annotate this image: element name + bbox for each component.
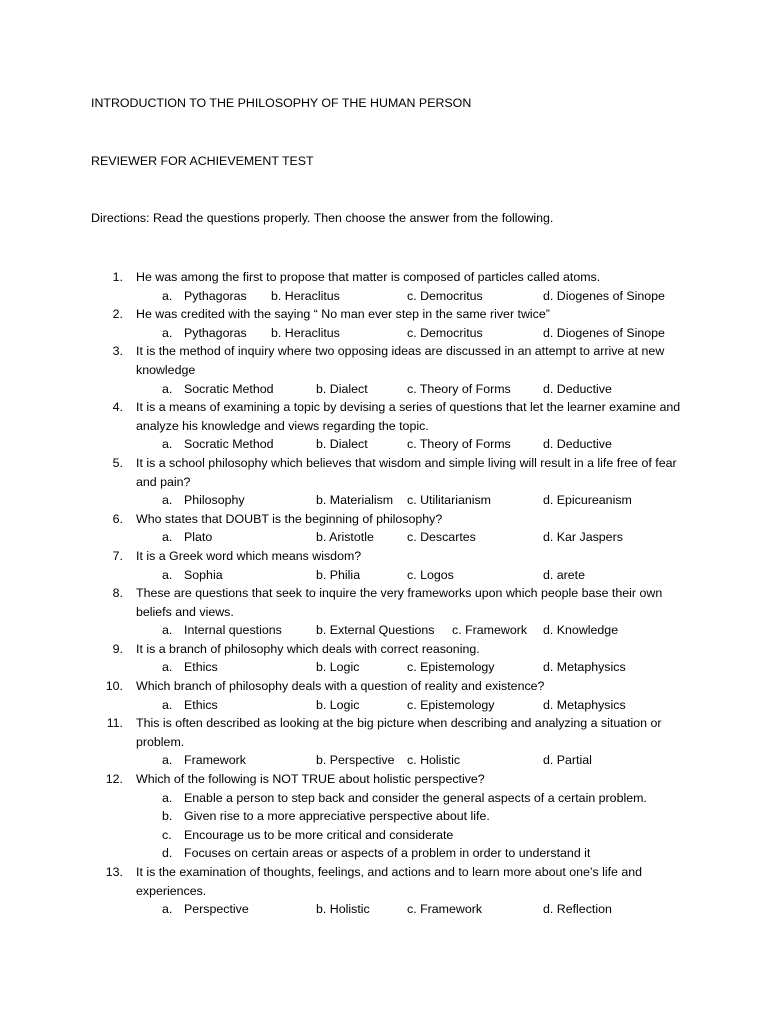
option-text: d. Metaphysics [543, 697, 626, 712]
question-text: He was among the first to propose that matter is composed of particles called atoms. [136, 270, 601, 284]
option-text: c. Theory of Forms [407, 437, 511, 452]
option-letter: a. [162, 623, 173, 638]
option-text: b. Holistic [316, 902, 370, 917]
question-text: It is a Greek word which means wisdom? [136, 548, 362, 563]
option-text: d. Diogenes of Sinope [543, 325, 665, 340]
question-number: 5. [112, 455, 123, 470]
option-text: b. External Questions [316, 623, 435, 638]
question-text-block [0, 863, 681, 900]
option-letter: a. [162, 790, 173, 805]
answer-option [543, 751, 592, 770]
question-item [0, 268, 768, 305]
answer-option [162, 658, 218, 677]
answer-option [162, 751, 246, 770]
option-text: Pythagoras [184, 288, 247, 303]
question-number: 7. [112, 548, 123, 563]
question-text: It is the method of inquiry where two opposing ideas are discussed in an attempt to arrive at new knowledge [136, 344, 665, 377]
question-text-block [0, 640, 681, 659]
option-text: b. Materialism [316, 493, 394, 508]
question-item [0, 714, 768, 770]
question-item [0, 342, 768, 398]
option-text: d. Reflection [543, 902, 612, 917]
question-text-block [0, 454, 681, 491]
option-text: c. Framework [452, 623, 528, 638]
question-number: 13. [105, 865, 123, 879]
answer-option [162, 900, 249, 919]
answer-option [407, 658, 494, 677]
answer-option [162, 287, 247, 306]
option-letter: a. [162, 530, 173, 545]
answer-option [407, 900, 482, 919]
answer-option [543, 696, 626, 715]
answer-option [407, 566, 454, 585]
answer-option [162, 380, 274, 399]
question-item [0, 584, 768, 640]
question-text: He was credited with the saying “ No man ever step in the same river twice” [136, 307, 550, 322]
option-text: Focuses on certain areas or aspects of a problem in order to understand it [184, 846, 591, 861]
question-text-block [0, 677, 681, 696]
answer-options-row [0, 287, 768, 306]
answer-option [316, 658, 359, 677]
question-text-block [0, 268, 681, 287]
answer-option [271, 287, 340, 306]
answer-option-row [0, 844, 768, 863]
answer-option [271, 324, 340, 343]
question-text: It is a means of examining a topic by devising a series of questions that let the learner examine and analyze his knowledge and views regarding the topic. [136, 400, 681, 433]
directions-text: Directions: Read the questions properly. Then choose the answer from the following. [91, 211, 554, 225]
question-item [0, 305, 768, 342]
answer-option-row [0, 826, 768, 845]
option-letter: a. [162, 493, 173, 508]
answer-option-row [0, 789, 768, 808]
answer-option [543, 566, 585, 585]
option-text: d. Metaphysics [543, 660, 626, 675]
question-number: 10. [105, 679, 123, 694]
question-text: Which branch of philosophy deals with a question of reality and existence? [136, 679, 545, 694]
option-text: c. Framework [407, 902, 483, 917]
option-text: d. Knowledge [543, 623, 619, 638]
answer-option [543, 435, 612, 454]
option-text: c. Epistemology [407, 660, 495, 675]
question-number: 11. [106, 716, 123, 731]
question-text-block [0, 510, 681, 529]
answer-option [407, 435, 511, 454]
answer-option [316, 435, 368, 454]
option-text: d. Deductive [543, 381, 612, 396]
answer-option [316, 491, 393, 510]
answer-option [543, 658, 626, 677]
question-number: 2. [112, 307, 123, 322]
question-text-block [0, 714, 681, 751]
answer-option [407, 751, 460, 770]
option-text: c. Epistemology [407, 697, 495, 712]
answer-options-row [0, 528, 768, 547]
answer-option [316, 900, 370, 919]
option-letter: a. [162, 753, 173, 768]
option-text: Socratic Method [184, 437, 274, 452]
option-text: d. arete [543, 567, 586, 582]
answer-options-row [0, 751, 768, 770]
option-text: c. Democritus [407, 325, 483, 340]
answer-options-row [0, 696, 768, 715]
answer-option [162, 789, 647, 808]
answer-option [162, 528, 212, 547]
answer-option [316, 566, 360, 585]
question-item [0, 677, 768, 714]
answer-options-row [0, 491, 768, 510]
option-text: Sophia [184, 567, 223, 582]
option-letter: d. [162, 846, 173, 861]
answer-option [407, 287, 483, 306]
option-letter: a. [162, 902, 173, 917]
option-text: Plato [184, 530, 213, 545]
option-letter: a. [162, 325, 173, 340]
option-letter: c. [162, 827, 172, 842]
question-number: 3. [112, 344, 123, 359]
option-text: Ethics [184, 660, 218, 675]
option-text: b. Aristotle [316, 530, 374, 545]
answer-option [316, 528, 374, 547]
answer-option [407, 696, 494, 715]
answer-option [162, 621, 282, 640]
option-text: Given rise to a more appreciative perspective about life. [184, 809, 490, 824]
option-text: c. Descartes [407, 530, 476, 545]
document-subtitle: REVIEWER FOR ACHIEVEMENT TEST [91, 154, 314, 168]
answer-options-row [0, 435, 768, 454]
question-list [0, 268, 768, 919]
option-letter: a. [162, 381, 173, 396]
option-text: b. Philia [316, 567, 361, 582]
question-number: 4. [112, 400, 123, 415]
question-number: 8. [112, 586, 123, 601]
option-text: b. Dialect [316, 437, 368, 452]
option-letter: b. [162, 809, 173, 824]
question-text-block [0, 398, 681, 435]
question-item [0, 398, 768, 454]
question-text-block [0, 770, 681, 789]
question-text-block [0, 584, 681, 621]
question-number: 12. [105, 772, 123, 787]
answer-options-row [0, 566, 768, 585]
answer-option [407, 491, 491, 510]
answer-option [543, 380, 612, 399]
answer-option [543, 324, 665, 343]
answer-option [162, 696, 218, 715]
option-text: Socratic Method [184, 381, 274, 396]
question-item [0, 770, 768, 863]
option-text: c. Theory of Forms [407, 381, 511, 396]
option-text: b. Perspective [316, 753, 395, 768]
question-text: It is the examination of thoughts, feelings, and actions and to learn more about one’s life and experiences. [136, 865, 643, 898]
answer-options-row [0, 658, 768, 677]
option-letter: a. [162, 660, 173, 675]
option-text: c. Democritus [407, 288, 483, 303]
question-item [0, 547, 768, 584]
question-text: It is a school philosophy which believes that wisdom and simple living will result in a life free of fear and pain? [136, 455, 677, 489]
answer-option [543, 491, 632, 510]
answer-option [543, 287, 665, 306]
answer-option [543, 621, 618, 640]
answer-option [162, 435, 274, 454]
option-text: d. Epicureanism [543, 493, 632, 508]
question-number: 9. [112, 641, 123, 656]
option-text: b. Logic [316, 660, 360, 675]
option-text: b. Heraclitus [271, 288, 340, 303]
option-text: c. Holistic [407, 753, 461, 768]
answer-options-row [0, 900, 768, 919]
answer-option [316, 751, 395, 770]
answer-options-row [0, 324, 768, 343]
answer-option [407, 380, 511, 399]
answer-option [316, 621, 434, 640]
question-text: It is a branch of philosophy which deals with correct reasoning. [136, 641, 480, 656]
answer-option [543, 900, 612, 919]
option-text: d. Deductive [543, 437, 612, 452]
option-text: c. Logos [407, 567, 454, 582]
option-text: Enable a person to step back and consider the general aspects of a certain problem. [184, 790, 647, 805]
question-item [0, 454, 768, 510]
answer-option [452, 621, 527, 640]
option-text: b. Heraclitus [271, 325, 340, 340]
option-text: Perspective [184, 902, 249, 917]
answer-option [162, 566, 223, 585]
answer-option [162, 491, 245, 510]
question-number: 1. [112, 270, 123, 284]
question-text-block [0, 305, 681, 324]
document-title: INTRODUCTION TO THE PHILOSOPHY OF THE HUMAN PERSON [91, 96, 472, 110]
option-text: d. Kar Jaspers [543, 530, 623, 545]
option-text: d. Diogenes of Sinope [543, 288, 665, 303]
answer-option [162, 807, 490, 826]
option-text: d. Partial [543, 753, 592, 768]
answer-option [407, 324, 483, 343]
option-text: Internal questions [184, 623, 282, 638]
answer-option-row [0, 807, 768, 826]
option-text: Philosophy [184, 493, 245, 508]
option-text: Framework [184, 753, 246, 768]
option-letter: a. [162, 697, 173, 712]
option-letter: a. [162, 288, 173, 303]
option-text: c. Utilitarianism [407, 493, 491, 508]
option-text: b. Logic [316, 697, 360, 712]
question-item [0, 863, 768, 919]
answer-option [316, 380, 368, 399]
question-text: Which of the following is NOT TRUE about holistic perspective? [136, 772, 485, 787]
option-text: Ethics [184, 697, 218, 712]
answer-option [543, 528, 623, 547]
answer-option [162, 324, 247, 343]
question-item [0, 510, 768, 547]
answer-option [316, 696, 359, 715]
answer-option [162, 844, 590, 863]
question-number: 6. [112, 511, 123, 526]
question-item [0, 640, 768, 677]
answer-options-row [0, 621, 768, 640]
option-letter: a. [162, 437, 173, 452]
question-text: This is often described as looking at the big picture when describing and analyzing a situation or problem. [136, 716, 662, 749]
question-text: Who states that DOUBT is the beginning of philosophy? [136, 511, 443, 526]
answer-option [407, 528, 476, 547]
question-text-block [0, 547, 681, 566]
answer-options-row [0, 380, 768, 399]
option-text: Encourage us to be more critical and considerate [184, 827, 454, 842]
option-text: Pythagoras [184, 325, 247, 340]
option-text: b. Dialect [316, 381, 368, 396]
option-letter: a. [162, 567, 173, 582]
answer-option [162, 826, 453, 845]
question-text: These are questions that seek to inquire the very frameworks upon which people base their own beliefs and views. [136, 586, 663, 619]
question-text-block [0, 342, 681, 379]
